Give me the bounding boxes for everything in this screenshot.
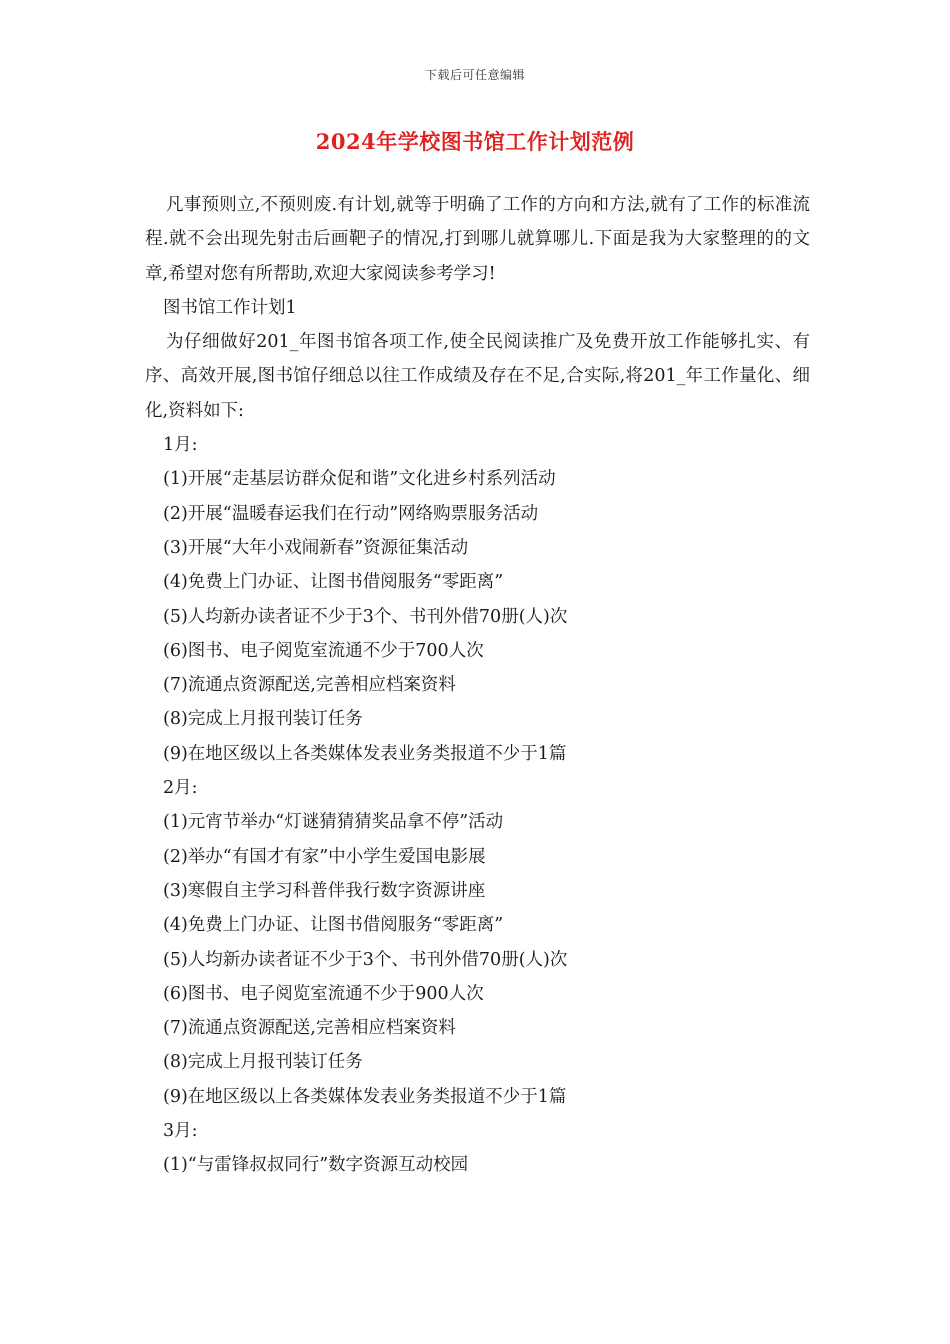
list-item: (4)免费上门办证、让图书借阅服务“零距离”	[163, 915, 504, 936]
section-heading: 图书馆工作计划1	[163, 297, 297, 318]
intro-paragraph: 凡事预则立,不预则废.有计划,就等于明确了工作的方向和方法,就有了工作的标准流程.就不会出现先射击后画靶子的情况,打到哪儿就算哪儿.下面是我为大家整理的的文章,希望对您有所帮助,欢迎大家阅读参考学习!	[145, 195, 810, 284]
list-item: (2)举办“有国才有家”中小学生爱国电影展	[163, 846, 486, 867]
list-item: (7)流通点资源配送,完善相应档案资料	[163, 1018, 456, 1039]
list-item: (6)图书、电子阅览室流通不少于900人次	[163, 983, 484, 1004]
list-item: (1)开展“走基层访群众促和谐”文化进乡村系列活动	[163, 469, 556, 490]
list-item: (9)在地区级以上各类媒体发表业务类报道不少于1篇	[163, 1086, 567, 1107]
month-label: 2月:	[163, 778, 198, 799]
header-note: 下载后可任意编辑	[424, 68, 525, 82]
list-item: (1)“与雷锋叔叔同行”数字资源互动校园	[163, 1155, 469, 1176]
list-item: (8)完成上月报刊装订任务	[163, 1052, 363, 1073]
document-body	[145, 188, 810, 1183]
list-item: (4)免费上门办证、让图书借阅服务“零距离”	[163, 572, 504, 593]
list-item: (2)开展“温暖春运我们在行动”网络购票服务活动	[163, 503, 539, 524]
list-item: (6)图书、电子阅览室流通不少于700人次	[163, 640, 484, 661]
list-item: (8)完成上月报刊装订任务	[163, 709, 363, 730]
month-label: 1月:	[163, 435, 198, 456]
list-item: (3)开展“大年小戏闹新春”资源征集活动	[163, 537, 469, 558]
month-label: 3月:	[163, 1121, 198, 1142]
document-title: 2024年学校图书馆工作计划范例	[315, 129, 635, 154]
list-item: (9)在地区级以上各类媒体发表业务类报道不少于1篇	[163, 743, 567, 764]
list-item: (7)流通点资源配送,完善相应档案资料	[163, 675, 456, 696]
section-intro-paragraph: 为仔细做好201_年图书馆各项工作,使全民阅读推广及免费开放工作能够扎实、有序、高效开展,图书馆仔细总以往工作成绩及存在不足,合实际,将201_年工作量化、细化,资料如下:	[145, 332, 810, 421]
list-item: (5)人均新办读者证不少于3个、书刊外借70册(人)次	[163, 606, 568, 627]
list-item: (5)人均新办读者证不少于3个、书刊外借70册(人)次	[163, 949, 568, 970]
list-item: (1)元宵节举办“灯谜猜猜猜奖品拿不停”活动	[163, 812, 504, 833]
list-item: (3)寒假自主学习科普伴我行数字资源讲座	[163, 880, 486, 901]
